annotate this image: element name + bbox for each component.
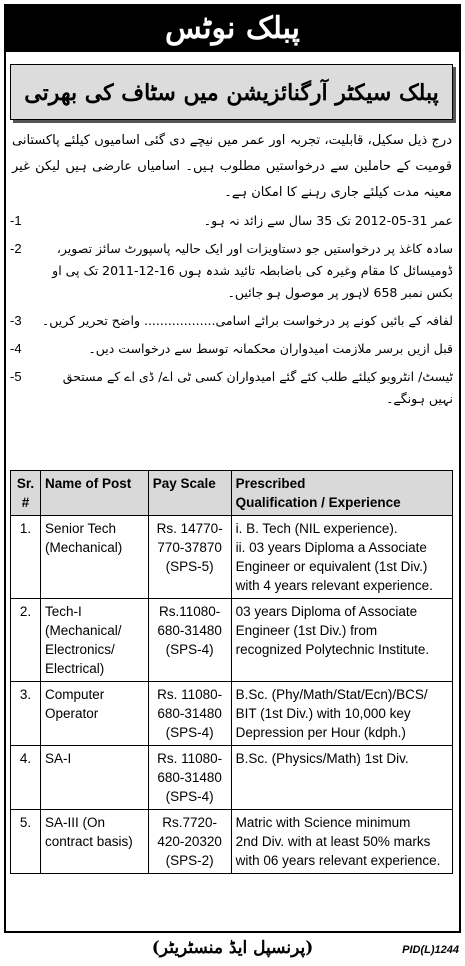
pay-scale [148,746,231,810]
condition-item [10,310,455,332]
condition-text: لفافہ کے بائیں کونے پر درخواست برائے اسامی.................. واضح تحریر کریں۔ [41,313,453,328]
header-qualification: Prescribed Qualification / Experience [231,471,452,516]
condition-number: -3 [10,313,22,328]
pay-scale-line: (SPS-4) [165,725,214,740]
qualification-line: B.Sc. (Phy/Math/Stat/Ecn)/BCS/ [235,687,428,702]
qualification [231,599,452,682]
notice-subtitle: پبلک سیکٹر آرگنائزیشن میں سٹاف کی بھرتی [10,64,453,120]
qualification [231,682,452,746]
qualification-line: ii. 03 years Diploma a Associate [235,540,427,555]
pay-scale [148,682,231,746]
qualification-line: with 06 years relevant experience. [235,853,441,868]
pay-scale-line: (SPS-4) [165,642,214,657]
qualification-line: i. B. Tech (NIL experience). [235,521,398,536]
condition-text: قبل ازیں برسر ملازمت امیدواران محکمانہ توسط سے درخواست دیں۔ [88,341,453,356]
post-name-line: contract basis) [44,834,133,849]
condition-number: -4 [10,341,22,356]
pay-scale-line: Rs. 11080- [157,687,223,702]
condition-item [10,366,455,410]
post-name-line: Electrical) [44,661,105,676]
post-name-line: Computer [44,687,105,702]
table-row [11,516,453,599]
header-pay: Pay Scale [148,471,231,516]
pay-scale [148,516,231,599]
conditions-list [10,210,455,416]
qualification-line: Depression per Hour (kdph.) [235,725,406,740]
qualification-line: B.Sc. (Physics/Math) 1st Div. [235,751,409,766]
pay-scale-line: (SPS-5) [165,559,214,574]
header-name: Name of Post [40,471,148,516]
pay-scale-line: 680-31480 [157,623,222,638]
notice-title: پبلک نوٹس [6,6,459,52]
pay-scale-line: (SPS-2) [165,853,214,868]
qualification-line: with 4 years relevant experience. [235,578,433,593]
row-sr: 2. [11,599,41,682]
post-name-line: Operator [44,706,99,721]
post-name [40,599,148,682]
post-name-line: Senior Tech [44,521,116,536]
post-name-line: (Mechanical) [44,540,123,555]
post-name-line: Electronics/ [44,642,115,657]
qualification [231,746,452,810]
condition-number: -5 [10,369,22,384]
qualification [231,810,452,874]
pay-scale-line: 680-31480 [157,706,222,721]
posts-table [10,470,453,874]
pay-scale-line: Rs.7720- [162,815,218,830]
qualification-line: Engineer (1st Div.) from [235,623,378,638]
intro-paragraph: درج ذیل سکیل، قابلیت، تجربہ اور عمر میں نیچے دی گئی اسامیوں کیلئے پاکستانی قومیت کے حاملین سے درخواستیں مطلوب ہیں۔ اسامیاں عارضی ہیں لیکن غیر معینہ مدت کیلئے جاری رہنے کا امکان ہے۔ [12,133,452,200]
condition-text: عمر 31-05-2012 تک 35 سال سے زائد نہ ہو۔ [203,213,453,228]
pay-scale-line: Rs. 11080- [157,751,223,766]
pay-scale-line: Rs.11080- [159,604,221,619]
pay-scale [148,810,231,874]
post-name [40,746,148,810]
condition-item [10,210,455,232]
table-header-row [11,471,453,516]
row-sr: 4. [11,746,41,810]
table-row [11,810,453,874]
pay-scale [148,599,231,682]
qualification-line: Matric with Science minimum [235,815,411,830]
pay-scale-line: 770-37870 [157,540,222,555]
post-name-line: SA-I [44,751,72,766]
post-name [40,682,148,746]
qualification-line: 03 years Diploma of Associate [235,604,418,619]
signatory: (پرنسپل ایڈ منسٹریٹر) [151,938,314,958]
condition-number: -2 [10,241,22,256]
table-row [11,599,453,682]
pid-code: PID(L)1244 [402,944,459,956]
condition-text: سادہ کاغذ پر درخواستیں جو دستاویزات اور ایک حالیہ پاسپورٹ سائز تصویر، ڈومیسائل کا مقام وغیرہ کی باضابطہ تائید شدہ ہوں 16-12-2011 تک پی او بکس نمبر 658 لاہور پر موصول ہو جائیں۔ [52,241,453,300]
post-name-line: Tech-I [44,604,82,619]
post-name-line: (Mechanical/ [44,623,122,638]
pay-scale-line: (SPS-4) [165,789,214,804]
qualification-line: recognized Polytechnic Institute. [235,642,430,657]
pay-scale-line: Rs. 14770- [156,521,223,536]
qualification-line: Engineer or equivalent (1st Div.) [235,559,428,574]
post-name [40,810,148,874]
condition-text: ٹیسٹ/ انٹرویو کیلئے طلب کئے گئے امیدواران کسی ٹی اے/ ڈی اے کے مستحق نہیں ہونگے۔ [62,369,453,406]
table-row [11,746,453,810]
qualification-line: BIT (1st Div.) with 10,000 key [235,706,411,721]
qualification-line: 2nd Div. with at least 50% marks [235,834,431,849]
pay-scale-line: 420-20320 [157,834,222,849]
row-sr: 1. [11,516,41,599]
post-name-line: SA-III (On [44,815,105,830]
table-row [11,682,453,746]
condition-item [10,238,455,304]
row-sr: 5. [11,810,41,874]
qualification [231,516,452,599]
condition-number: -1 [10,213,22,228]
condition-item [10,338,455,360]
post-name [40,516,148,599]
row-sr: 3. [11,682,41,746]
pay-scale-line: 680-31480 [157,770,222,785]
header-sr: Sr. # [11,471,41,516]
